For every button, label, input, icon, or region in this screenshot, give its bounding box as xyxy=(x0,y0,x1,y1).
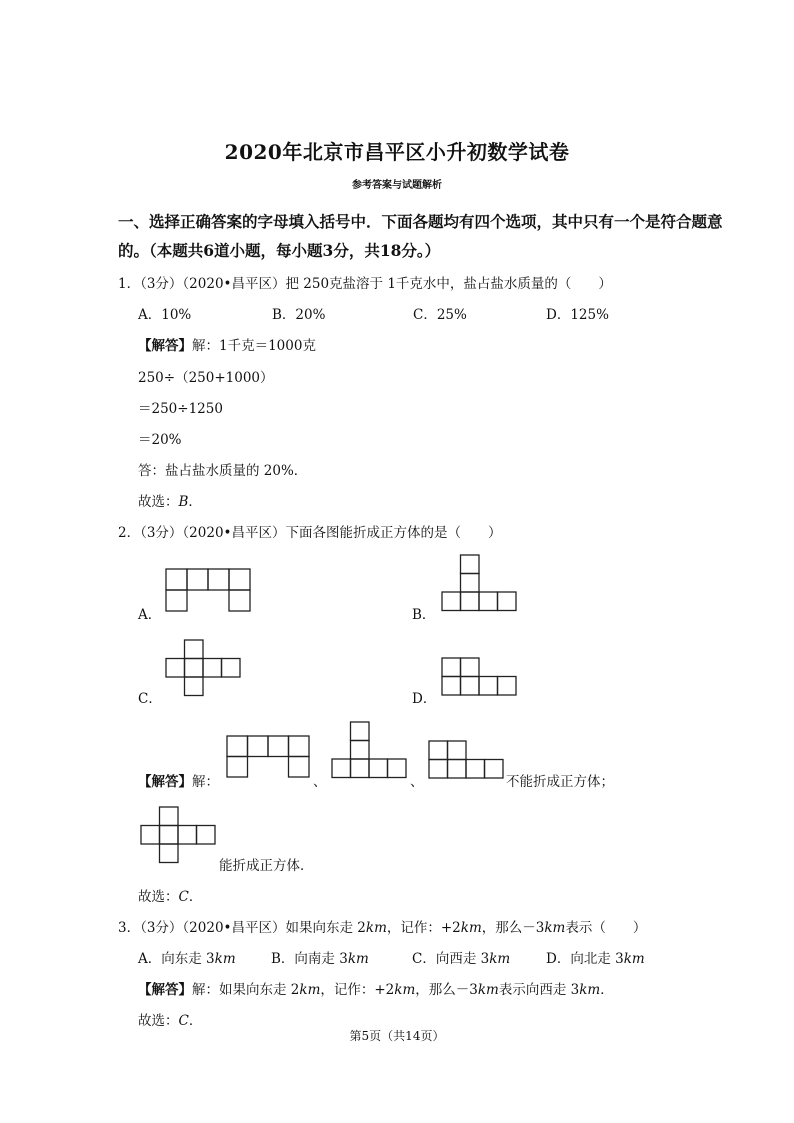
q3-stem-unit: km xyxy=(544,920,566,936)
q3-option-d-unit: km xyxy=(623,951,645,967)
q3-option-c-unit: km xyxy=(489,951,511,967)
q2-choice-letter: C xyxy=(178,889,189,905)
q1-solution-line-3: ＝250÷1250 xyxy=(138,401,223,417)
q3-choice xyxy=(138,1009,202,1029)
section-heading-line2: 的。（本题共6道小题，每小题3分，共18分。） xyxy=(118,241,441,260)
q2-option-c-label: C． xyxy=(138,691,162,707)
q1-option-b: B．20% xyxy=(272,307,326,323)
q2-net-c xyxy=(166,640,240,696)
q3-solution-unit: km xyxy=(579,982,601,998)
q2-option-b-label: B． xyxy=(412,607,436,623)
q3-choice-letter: C xyxy=(178,1013,189,1029)
q1-solution-line-1 xyxy=(138,334,316,354)
q3-stem-unit: km xyxy=(365,920,387,936)
q2-choice-prefix: 故选： xyxy=(138,889,179,905)
q1-stem: 1．（3分）（2020•昌平区）把 250克盐溶于 1千克水中，盐占盐水质量的（ ） xyxy=(118,276,612,292)
q3-stem-unit: km xyxy=(460,920,482,936)
q3-option-b-text: B．向南走 3 xyxy=(271,951,348,967)
q3-stem-part: ，那么－3 xyxy=(481,920,545,936)
page-subtitle: 参考答案与试题解析 xyxy=(352,180,442,191)
page-title: 2020年北京市昌平区小升初数学试卷 xyxy=(224,140,570,164)
q2-solution-net-b xyxy=(332,722,406,778)
q3-solution-label: 【解答】 xyxy=(138,982,192,998)
q1-option-c: C．25% xyxy=(413,307,467,323)
q2-solution-sep-2: 、 xyxy=(410,774,424,790)
q2-solution-lead xyxy=(138,770,219,790)
q3-choice-prefix: 故选： xyxy=(138,1013,179,1029)
q3-option-b xyxy=(271,947,369,967)
q3-solution-part: ． xyxy=(600,982,614,998)
q2-net-b xyxy=(442,555,516,611)
q2-solution-prefix: 解： xyxy=(192,774,219,790)
q2-solution-sep-1: 、 xyxy=(313,774,327,790)
q2-net-a xyxy=(166,569,250,611)
q3-option-a-unit: km xyxy=(214,951,236,967)
q3-solution-part: 表示向西走 3 xyxy=(498,982,580,998)
q3-solution xyxy=(138,978,614,998)
q3-option-a xyxy=(138,947,236,967)
q1-solution-label: 【解答】 xyxy=(138,338,192,354)
q1-solution-line-4: ＝20% xyxy=(138,432,182,448)
section-heading-line1: 一、选择正确答案的字母填入括号中．下面各题均有四个选项，其中只有一个是符合题意 xyxy=(118,212,723,231)
q1-choice-prefix: 故选： xyxy=(138,494,179,510)
q3-stem-part: 表示（ ） xyxy=(565,920,647,936)
q3-choice-suffix: ． xyxy=(188,1013,203,1029)
q1-solution-text-1: 解：1千克＝1000克 xyxy=(192,338,316,354)
q3-solution-unit: km xyxy=(394,982,416,998)
q3-option-d xyxy=(546,947,645,967)
q1-option-a: A．10% xyxy=(138,307,192,323)
q2-solution-can-fold: 能折成正方体． xyxy=(219,858,314,874)
q2-choice xyxy=(138,885,202,905)
q1-option-d: D．125% xyxy=(546,307,609,323)
q3-solution-part: ，记作：+2 xyxy=(320,982,395,998)
q2-solution-net-c xyxy=(141,807,215,863)
q3-stem xyxy=(118,916,646,936)
q2-solution-net-d xyxy=(429,741,503,778)
q1-choice xyxy=(138,490,202,510)
q3-option-c-text: C．向西走 3 xyxy=(412,951,490,967)
q2-solution-label: 【解答】 xyxy=(138,774,192,790)
q2-choice-suffix: ． xyxy=(188,889,203,905)
q2-option-d-label: D． xyxy=(412,691,437,707)
q3-option-d-text: D．向北走 3 xyxy=(546,951,624,967)
page-footer: 第5页（共14页） xyxy=(349,1029,445,1043)
q3-option-b-unit: km xyxy=(347,951,369,967)
q3-solution-unit: km xyxy=(477,982,499,998)
q2-stem: 2．（3分）（2020•昌平区）下面各图能折成正方体的是（ ） xyxy=(118,525,502,541)
q3-stem-part: 3．（3分）（2020•昌平区）如果向东走 2 xyxy=(118,920,366,936)
q3-solution-unit: km xyxy=(299,982,321,998)
q2-option-a-label: A． xyxy=(138,607,162,623)
q3-solution-part: ，那么－3 xyxy=(415,982,478,998)
q2-solution-net-a xyxy=(227,736,309,777)
q2-net-d xyxy=(442,658,516,695)
q3-solution-part: 解：如果向东走 2 xyxy=(192,982,300,998)
q3-option-a-text: A．向东走 3 xyxy=(138,951,215,967)
q3-option-c xyxy=(412,947,510,967)
q3-stem-part: ，记作：+2 xyxy=(386,920,461,936)
q1-choice-suffix: ． xyxy=(188,494,202,510)
q1-choice-letter: B xyxy=(178,494,189,510)
q1-solution-line-5: 答：盐占盐水质量的 20%． xyxy=(138,463,308,479)
q1-solution-line-2: 250÷（250+1000） xyxy=(138,370,274,386)
q2-solution-not-fold: 不能折成正方体； xyxy=(506,774,614,790)
